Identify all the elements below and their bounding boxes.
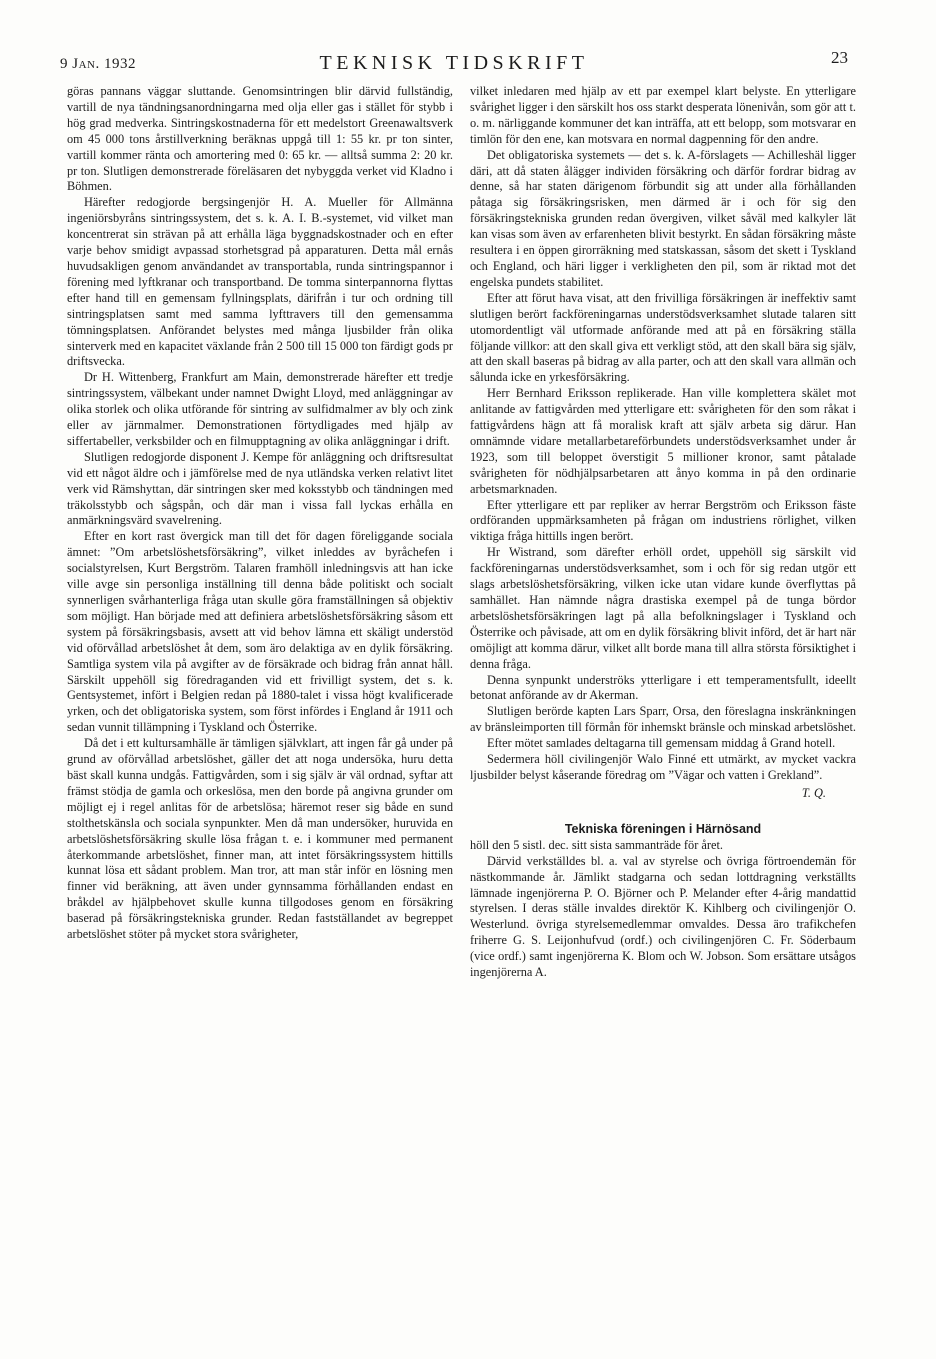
left-column	[67, 84, 453, 943]
paragraph: Hr Wistrand, som därefter erhöll ordet, uppehöll sig särskilt vid fackföreningarnas understödsverksamhet, som i och för sig redan utgör ett slags arbetslöshetsförsäkring, vilken icke utan vidare kunde överflyttas på samhället. Han nämnde några drastiska exempel på de tunga bördor arbetslöshetsförsäkringen lagt på alla befolkningslager i Tyskland och Österrike och påvisade, att om en dylik försäkring blivit införd, det är hart när omöjligt att komma därur, vilket allt borde mana till allra största försiktighet i denna fråga.	[470, 545, 856, 671]
paragraph: Slutligen redogjorde disponent J. Kempe för anläggning och driftsresultat vid ett något äldre och i jämförelse med de nya utländska verken relativt litet verk vid Rämshyttan, där sintringen sker med koksstybb och tändningen med träkolsstybb och sågspån, och där man i vissa fall lyckas erhålla en anmärkningsvärd svavelrening.	[67, 449, 453, 528]
paragraph: Herr Bernhard Eriksson replikerade. Han ville komplettera skälet mot anlitande av fattigvården med ytterligare ett: svårigheten för den som råkat i fattigvårdens hägn att få moralisk kraft att själv arbeta sig därur. Han omnämnde vidare metallarbetareförbundets understödsverksamhet under år 1923, som till beloppet överstigit 5 millioner kronor, samt påtalade svårigheten för nödhjälpsarbetaren att ånyo komma in på den ordinarie arbetsmarknaden.	[470, 386, 856, 496]
author-signature: T. Q.	[801, 785, 826, 800]
right-column	[470, 84, 856, 981]
issue-month: Jan.	[72, 56, 100, 72]
paragraph: Härefter redogjorde bergsingenjör H. A. Mueller för Allmänna ingeniörsbyråns sintringssystem, det s. k. A. I. B.-systemet, vid vilket man koncentrerat sin strävan på att erhålla läga byggnadskostnader och en efter varje behov smidigt avpassad storhetsgrad på apparaturen. Detta mål ernås huvudsakligen genom användandet av transportabla, runda sintringspannor i förening med lyftkranar och transportband. De tomma sinterpannorna flyttas efter hand till en gemensam fyllningsplats, därifrån i tur och ordning till sintringsplatsen samt med samma lyfttravers till den gemensamma tömningsplatsen. Anförandet belystes med många ljusbilder från olika sinterverk med en kapacitet växlande från 2 500 till 15 000 ton färdigt gods pr driftsvecka.	[67, 195, 453, 369]
paragraph: Då det i ett kultursamhälle är tämligen självklart, att ingen får gå under på grund av oförvållad arbetslöshet, gäller det att noga undersöka, huru detta bäst skall kunna undgås. Fattigvården, som i sig själv är väl ordnad, syftar att främst stödja de gamla och orkeslösa, men den borde på angivna grunder om möjligt ej i regel anlitas för de arbetslösa; häremot reser sig både en sund stolthetskänsla och sociala synpunkter. Men då man undersöker, huruvida en arbetslöshetsförsäkring skulle lösa frågan t. e. i kommuner med permanent återkommande arbetslöshet, finner man, att intet försäkringssystem hittills kunnat lösa ett sådant problem. Man tror, att man står inför en lösning men finner vid beräkning, att även under gynnsamma förhållanden endast en bråkdel av hjälpbehovet skulle kunna tillgodoses genom en försäkring baserad på försäkringstekniska grunder. Redan fastställandet av begreppet arbetslöshet stöter på mycket stora svårigheter,	[67, 736, 453, 942]
paragraph: Slutligen berörde kapten Lars Sparr, Orsa, den föreslagna inskränkningen av bränsleimporten till förmån för inhemskt bränsle och minskad arbetslöshet.	[470, 704, 856, 735]
paragraph: Sedermera höll civilingenjör Walo Finné ett utmärkt, av mycket vackra ljusbilder belyst kåserande föredrag om ”Vägar och vatten i Grekland”.	[470, 752, 856, 782]
paragraph: vilket inledaren med hjälp av ett par exempel klart belyste. En ytterligare svårighet ligger i den särskilt hos oss starkt desperata lönenivån, som gör att t. o. m. närliggande kommuner det kan inträffa, att ett belopp, som motsvarar en timlön för den ene, kan motsvara en normal dagpenning för den andre.	[470, 84, 856, 146]
issue-year: 1932	[103, 56, 136, 72]
issue-day: 9	[60, 56, 68, 72]
paragraph: Efter att förut hava visat, att den frivilliga försäkringen är ineffektiv samt slutligen berört fackföreningarnas understödsverksamhet slutade talaren sitt utomordentligt väl utformade anförande med att på en försäkring ställa följande villkor: att den skall giva ett verkligt stöd, att den skall bära sig själv, att den skall baseras på bidrag av alla parter, och att den skall vara allmän och sålunda icke en yrkesförsäkring.	[470, 290, 856, 385]
paragraph: höll den 5 sistl. dec. sitt sista sammanträde för året.	[470, 837, 723, 852]
paragraph: Därvid verkställdes bl. a. val av styrelse och övriga förtroendemän för nästkommande år. Jämlikt stadgarna och sedan lottdragning verkställts lämnade ingenjörerna P. O. Björner och P. Melander efter 4-årig mandattid styrelsen. I deras ställe invaldes direktör K. Kihlberg och civilingenjör O. Westerlund. övriga styrelsemedlemmar omvaldes. Dessa äro trafikchefen friherre G. S. Leijonhufvud (ordf.) och civilingenjören C. Fr. Söderbaum (vice ordf.) samt ingenjörerna K. Blom och W. Jobson. Som ersättare utsågos ingenjörerna A.	[470, 853, 856, 980]
paragraph: göras pannans väggar sluttande. Genomsintringen blir därvid fullständig, vartill de nya tändningsanordningarna med olja eller gas i stället för stybb i hög grad medverka. Sintringskostnaderna för ett medelstort Greenawaltsverk om 45 000 tons årstillverkning beräknas uppgå till 1: 55 kr. pr ton sinter, vartill kommer ränta och amortering med 0: 65 kr. — alltså summa 2: 20 kr. pr ton. Slutligen demonstrerade föreläsaren det nybyggda verket vid Kladno i Böhmen.	[67, 84, 453, 194]
section-heading: Tekniska föreningen i Härnösand	[564, 821, 762, 836]
journal-title: TEKNISK TIDSKRIFT	[319, 52, 589, 74]
paragraph: Efter ytterligare ett par repliker av herrar Bergström och Eriksson fäste ordföranden uppmärksamheten på frågan om industriens rörlighet, vilken viktiga fråga hittills ingen berört.	[470, 497, 856, 544]
page-number: 23	[831, 48, 848, 67]
paragraph: Efter mötet samlades deltagarna till gemensam middag å Grand hotell.	[487, 736, 836, 751]
paragraph: Det obligatoriska systemets — det s. k. A-förslagets — Achilleshäl ligger däri, att då staten ålägger individen försäkring och därför fordrar bidrag av denne, så har staten därigenom förbundit sig att under alla förhållanden påtaga sig försäkringsrisken, men därmed är i och för sig den försäkringstekniska grunden redan övergiven, vilket såväl med kalkyler lät kan visas som även av erfarenheten blivit bestyrkt. En sådan försäkring måste resultera i en öppen girorräkning med statskassan, såsom det skett i Tyskland och England, och häri ligger i verkligheten den pil, som är riktad mot det engelska pundets stabilitet.	[470, 147, 856, 289]
running-header	[60, 48, 848, 78]
paragraph: Dr H. Wittenberg, Frankfurt am Main, demonstrerade härefter ett tredje sintringssystem, välbekant under namnet Dwight Lloyd, med anläggningar av olika storlek och olika utförande för sintring av sulfidmalmer av bly och zink eller av järnmalmer. Demonstrationen förtydligades med hjälp av siffertabeller, verksbilder och en filmupptagning av olika anläggningar i drift.	[67, 370, 453, 448]
paragraph: Efter en kort rast övergick man till det för dagen föreliggande sociala ämnet: ”Om arbetslöshetsförsäkring”, vilket inleddes av byråchefen i socialstyrelsen, Kurt Bergström. Talaren framhöll inledningsvis att han icke ville avge sin personliga inställning till denna både politiskt och socialt synnerligen svårhanterliga fråga utan skulle göra framställningen så objektiv som möjligt. Han började med att definiera arbetslöshetsförsäkring såsom ett system på försäkringsbasis, avsett att vid behov lämna ett skäligt understöd vid oförvållad arbetslöshet åt dem, som äro delaktiga av en dylik försäkring. Samtliga system vila på avgifter av de försäkrade och bidrag från annat håll. Särskilt uppehöll sig föredraganden vid ett frivilligt system, det s. k. Gentsystemet, infört i Belgien redan på 1880-talet i vissa högt kvalificerade yrken, och det obligatoriska system, som först infördes i England år 1911 och sedan vunnit tillämpning i Tyskland och Österrike.	[67, 529, 453, 735]
paragraph: Denna synpunkt underströks ytterligare i ett temperamentsfullt, ideellt betonat anförande av dr Akerman.	[470, 672, 856, 703]
